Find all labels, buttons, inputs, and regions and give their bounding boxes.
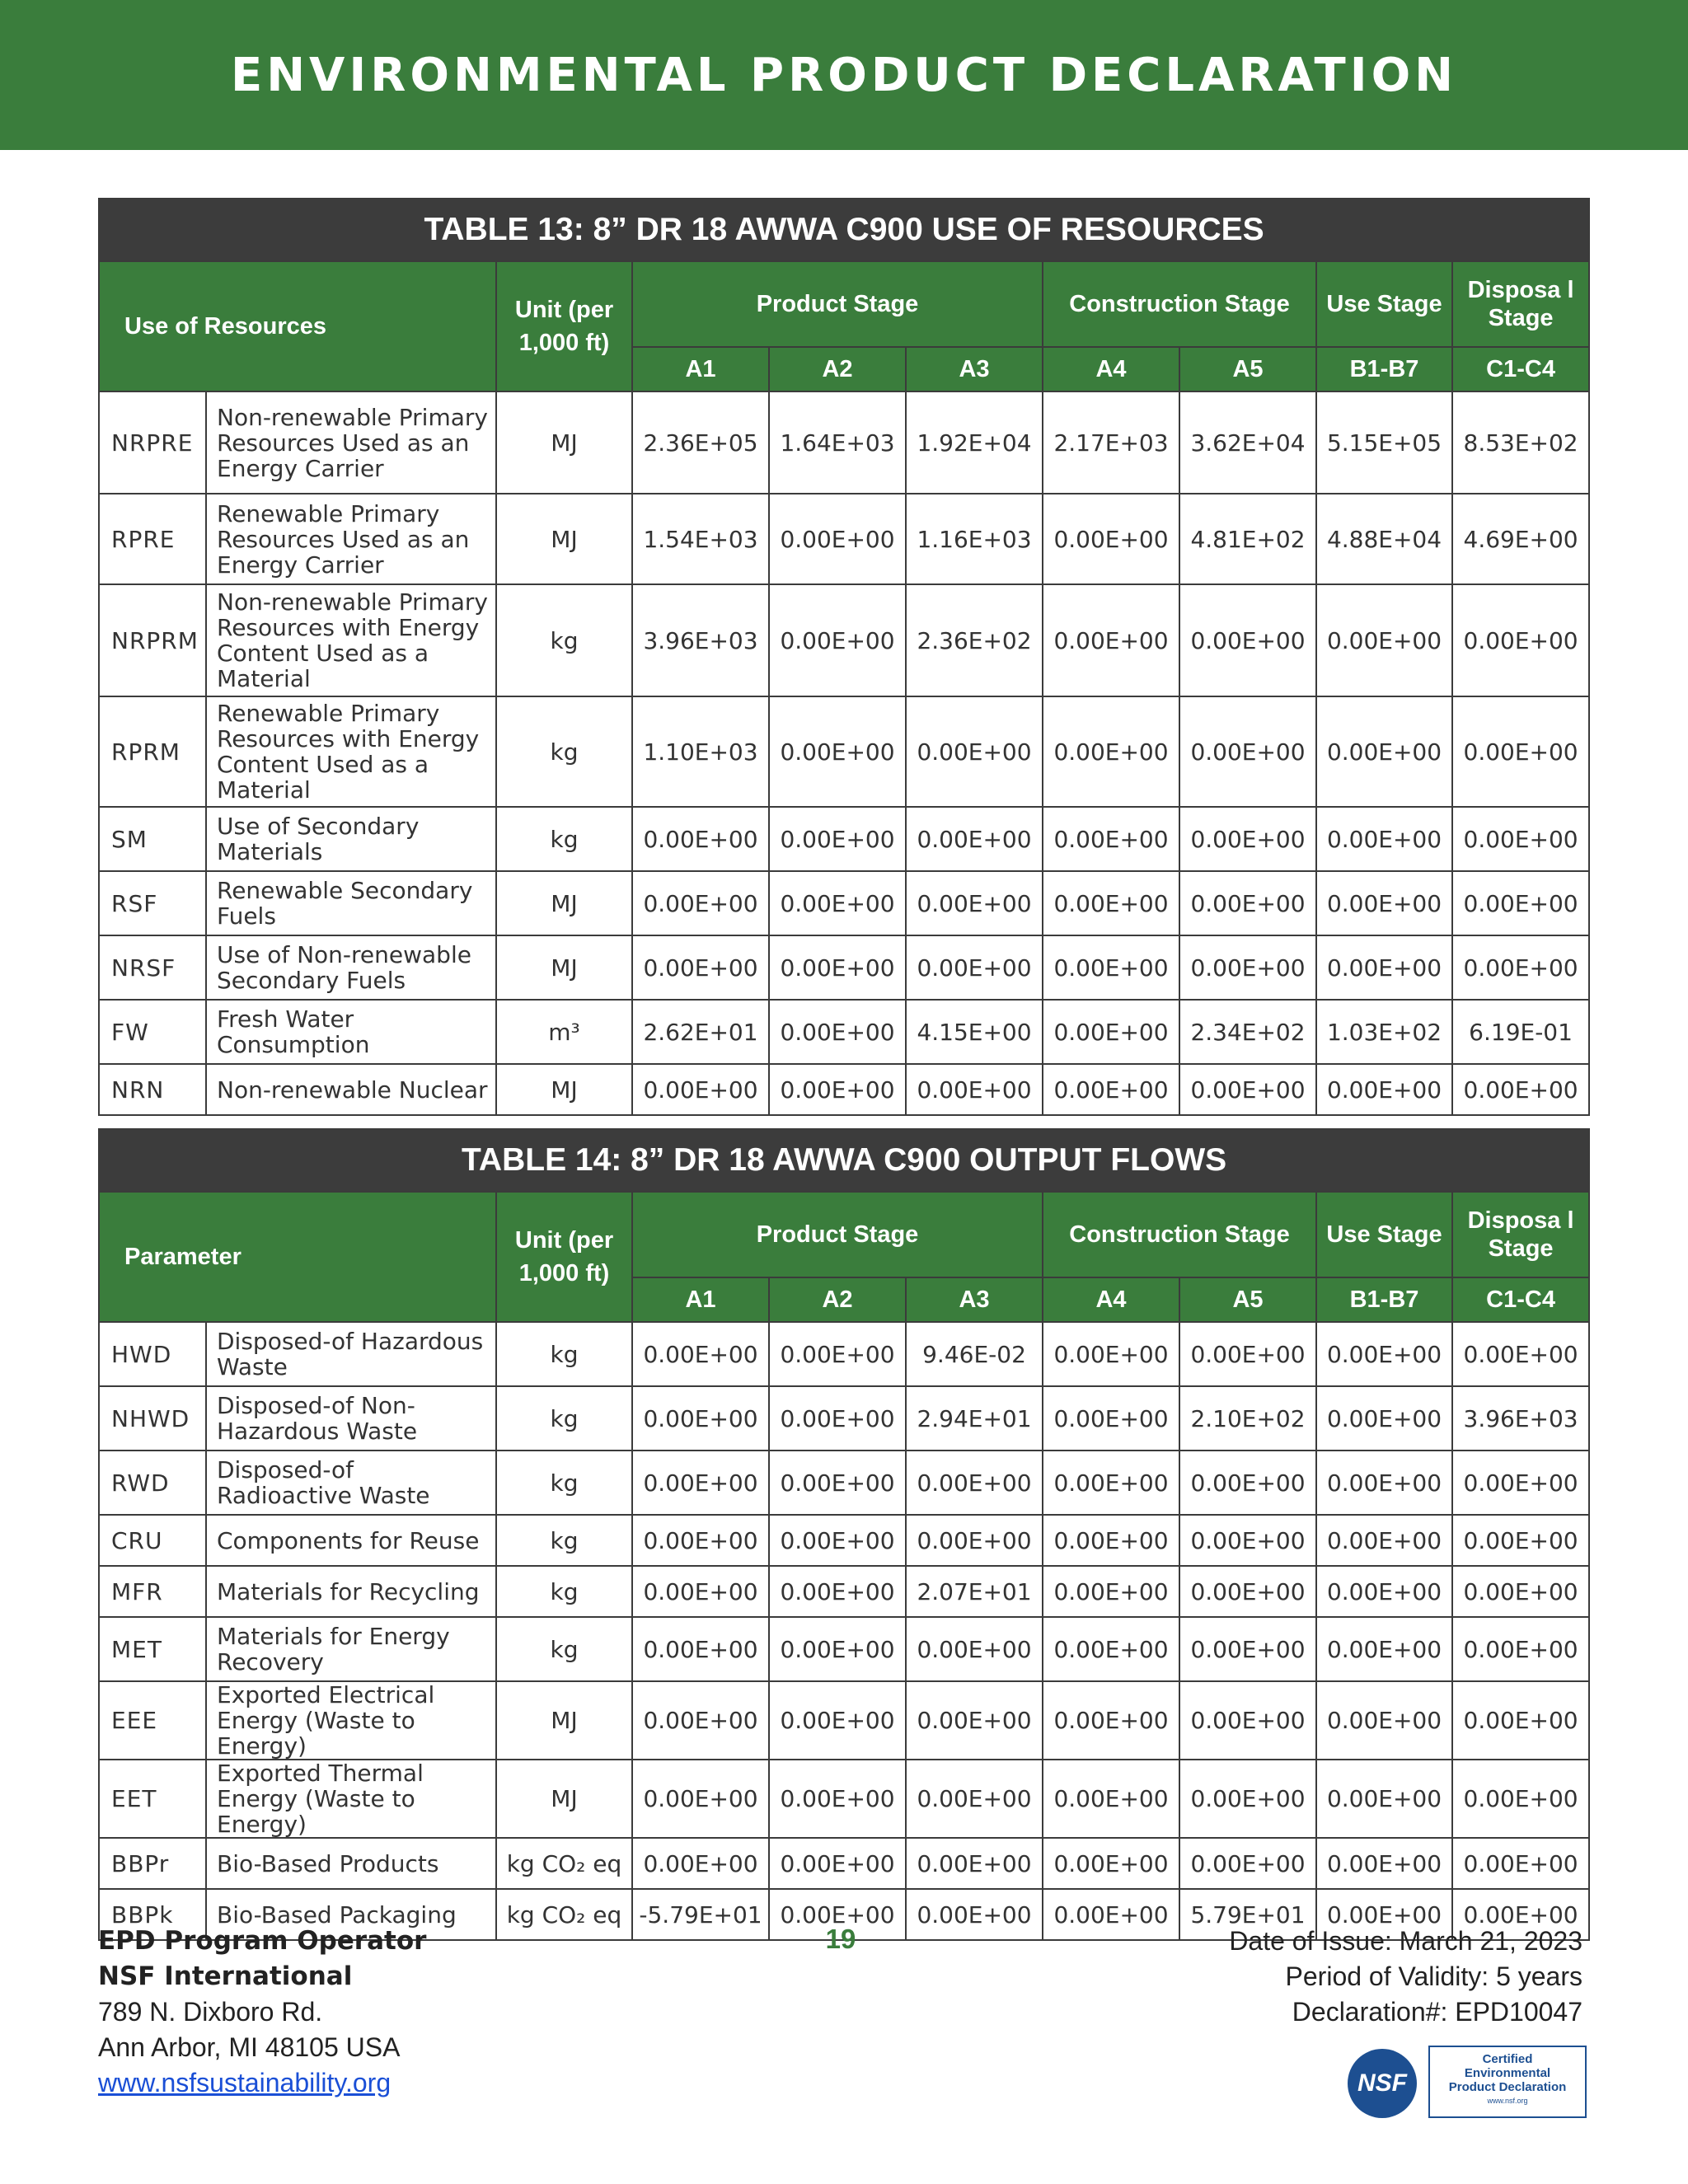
value-cell: 0.00E+00 [1452,1322,1589,1386]
indicator-description: Exported Thermal Energy (Waste to Energy) [206,1760,496,1838]
value-cell: 5.79E+01 [1179,1889,1316,1940]
value-cell: 0.00E+00 [769,1681,906,1760]
value-cell: 2.10E+02 [1179,1386,1316,1451]
indicator-description: Use of Non-renewable Secondary Fuels [206,935,496,1000]
indicator-abbreviation: NRPRM [99,584,206,696]
indicator-unit: MJ [496,494,632,584]
value-cell: 0.00E+00 [1452,1515,1589,1566]
value-cell: 0.00E+00 [769,696,906,807]
value-cell: 2.94E+01 [906,1386,1043,1451]
module-header: A3 [906,1277,1043,1322]
indicator-abbreviation: RSF [99,871,206,935]
value-cell: 4.69E+00 [1452,494,1589,584]
table-row [99,1386,1589,1451]
indicator-abbreviation: HWD [99,1322,206,1386]
indicator-abbreviation: NRSF [99,935,206,1000]
value-cell: 0.00E+00 [906,807,1043,871]
value-cell: 1.64E+03 [769,391,906,494]
page-number: 19 [825,1924,856,1954]
value-cell: 0.00E+00 [1316,1451,1452,1515]
value-cell: 0.00E+00 [1043,1515,1179,1566]
value-cell: 0.00E+00 [1316,871,1452,935]
validity-period: Period of Validity: 5 years [1285,1961,1582,1991]
operator-name: NSF International [98,1961,353,1991]
value-cell: 0.00E+00 [1316,935,1452,1000]
address-line-2: Ann Arbor, MI 48105 USA [98,2032,401,2062]
value-cell: 6.19E-01 [1452,1000,1589,1064]
value-cell: 0.00E+00 [1043,1386,1179,1451]
value-cell: 0.00E+00 [1043,1451,1179,1515]
value-cell: 0.00E+00 [1043,1322,1179,1386]
value-cell: 4.15E+00 [906,1000,1043,1064]
indicator-abbreviation: NRN [99,1064,206,1115]
indicator-description: Fresh Water Consumption [206,1000,496,1064]
operator-label: EPD Program Operator [98,1926,427,1956]
value-cell: 0.00E+00 [769,1838,906,1889]
program-operator-block [98,1924,426,2101]
value-cell: 3.96E+03 [1452,1386,1589,1451]
product-stage-header: Product Stage [632,261,1043,347]
value-cell: 0.00E+00 [1452,696,1589,807]
value-cell: 3.96E+03 [632,584,769,696]
indicator-description: Materials for Recycling [206,1566,496,1617]
table-row [99,1566,1589,1617]
indicator-unit: kg CO₂ eq [496,1889,632,1940]
value-cell: 0.00E+00 [1316,1889,1452,1940]
value-cell: 0.00E+00 [1179,807,1316,871]
value-cell: 0.00E+00 [1043,1566,1179,1617]
indicator-abbreviation: RWD [99,1451,206,1515]
value-cell: 1.16E+03 [906,494,1043,584]
value-cell: 0.00E+00 [632,1322,769,1386]
construction-stage-header: Construction Stage [1043,1192,1316,1277]
badge-line-1: Certified [1482,2052,1533,2066]
value-cell: 0.00E+00 [1179,1322,1316,1386]
value-cell: 0.00E+00 [1043,1617,1179,1681]
value-cell: 0.00E+00 [1316,1681,1452,1760]
value-cell: 4.81E+02 [1179,494,1316,584]
value-cell: 0.00E+00 [769,1451,906,1515]
value-cell: 9.46E-02 [906,1322,1043,1386]
website-link[interactable]: www.nsfsustainability.org [98,2068,392,2097]
indicator-unit: MJ [496,391,632,494]
declaration-number: Declaration#: EPD10047 [1292,1997,1582,2027]
value-cell: 2.62E+01 [632,1000,769,1064]
value-cell: 0.00E+00 [1452,1566,1589,1617]
value-cell: 0.00E+00 [1316,1322,1452,1386]
output-flows-table [98,1128,1590,1941]
value-cell: 0.00E+00 [1452,871,1589,935]
value-cell: 0.00E+00 [632,935,769,1000]
indicator-unit: kg [496,1515,632,1566]
module-header: A1 [632,1277,769,1322]
indicator-unit: kg [496,696,632,807]
declaration-info-block [1229,1924,1582,2030]
module-header: A1 [632,347,769,391]
value-cell: 0.00E+00 [1316,1617,1452,1681]
value-cell: 0.00E+00 [1179,935,1316,1000]
value-cell: 0.00E+00 [906,1838,1043,1889]
value-cell: 0.00E+00 [769,807,906,871]
indicator-abbreviation: EEE [99,1681,206,1760]
value-cell: 0.00E+00 [1316,584,1452,696]
date-of-issue: Date of Issue: March 21, 2023 [1229,1926,1582,1956]
indicator-description: Disposed-of Hazardous Waste [206,1322,496,1386]
table-title: TABLE 14: 8” DR 18 AWWA C900 OUTPUT FLOWS [99,1129,1589,1192]
value-cell: 0.00E+00 [906,1760,1043,1838]
value-cell: 0.00E+00 [1179,1451,1316,1515]
module-header: A2 [769,1277,906,1322]
value-cell: 0.00E+00 [1179,696,1316,807]
indicator-abbreviation: MFR [99,1566,206,1617]
value-cell: 0.00E+00 [1452,1760,1589,1838]
value-cell: 0.00E+00 [1452,1064,1589,1115]
value-cell: 0.00E+00 [906,935,1043,1000]
indicator-unit: kg [496,1451,632,1515]
value-cell: 0.00E+00 [632,1064,769,1115]
value-cell: 0.00E+00 [1043,1760,1179,1838]
value-cell: 0.00E+00 [769,1760,906,1838]
value-cell: 0.00E+00 [1452,1889,1589,1940]
table-row [99,494,1589,584]
table-row [99,935,1589,1000]
value-cell: 0.00E+00 [1179,1617,1316,1681]
value-cell: 0.00E+00 [1316,1064,1452,1115]
indicator-unit: MJ [496,935,632,1000]
value-cell: 0.00E+00 [1316,807,1452,871]
indicator-description: Non-renewable Nuclear [206,1064,496,1115]
value-cell: 0.00E+00 [769,1322,906,1386]
indicator-abbreviation: NHWD [99,1386,206,1451]
module-header: A5 [1179,347,1316,391]
value-cell: 0.00E+00 [632,871,769,935]
value-cell: 0.00E+00 [1316,1760,1452,1838]
value-cell: 0.00E+00 [769,1617,906,1681]
value-cell: 2.34E+02 [1179,1000,1316,1064]
value-cell: 0.00E+00 [1452,807,1589,871]
indicator-abbreviation: BBPk [99,1889,206,1940]
value-cell: 1.10E+03 [632,696,769,807]
value-cell: 0.00E+00 [769,1889,906,1940]
indicator-unit: kg [496,1322,632,1386]
row-header: Parameter [99,1192,496,1322]
table-row [99,807,1589,871]
value-cell: 0.00E+00 [1179,1515,1316,1566]
indicator-description: Exported Electrical Energy (Waste to Energy) [206,1681,496,1760]
value-cell: 0.00E+00 [632,1566,769,1617]
indicator-abbreviation: RPRM [99,696,206,807]
certification-logos [1348,2046,1588,2121]
module-header: A5 [1179,1277,1316,1322]
value-cell: 0.00E+00 [1452,584,1589,696]
value-cell: 0.00E+00 [769,935,906,1000]
value-cell: 0.00E+00 [769,1566,906,1617]
table-row [99,1451,1589,1515]
indicator-unit: kg [496,1386,632,1451]
value-cell: 2.07E+01 [906,1566,1043,1617]
value-cell: 1.54E+03 [632,494,769,584]
certified-epd-badge [1428,2046,1587,2118]
value-cell: 0.00E+00 [632,1838,769,1889]
value-cell: 0.00E+00 [769,1064,906,1115]
table-row [99,1681,1589,1760]
indicator-unit: MJ [496,871,632,935]
badge-url: www.nsf.org [1487,2097,1528,2105]
table-row [99,1322,1589,1386]
indicator-abbreviation: RPRE [99,494,206,584]
value-cell: 0.00E+00 [1179,1681,1316,1760]
product-stage-header: Product Stage [632,1192,1043,1277]
disposal-stage-header: Disposa l Stage [1452,1192,1589,1277]
indicator-abbreviation: FW [99,1000,206,1064]
header-banner [0,0,1688,150]
value-cell: 0.00E+00 [1179,584,1316,696]
value-cell: 0.00E+00 [1043,1064,1179,1115]
value-cell: 0.00E+00 [1179,1064,1316,1115]
table-title: TABLE 13: 8” DR 18 AWWA C900 USE OF RESOURCES [99,199,1589,261]
indicator-description: Non-renewable Primary Resources with Energy Content Used as a Material [206,584,496,696]
indicator-abbreviation: MET [99,1617,206,1681]
indicator-unit: kg CO₂ eq [496,1838,632,1889]
value-cell: 0.00E+00 [1316,1515,1452,1566]
table-row [99,1838,1589,1889]
value-cell: 0.00E+00 [1043,807,1179,871]
indicator-unit: kg [496,1617,632,1681]
table-row [99,584,1589,696]
table-row [99,1617,1589,1681]
indicator-description: Bio-Based Packaging [206,1889,496,1940]
value-cell: 0.00E+00 [906,1451,1043,1515]
indicator-unit: MJ [496,1681,632,1760]
value-cell: 0.00E+00 [632,1451,769,1515]
value-cell: 0.00E+00 [906,696,1043,807]
table-row [99,871,1589,935]
value-cell: 0.00E+00 [769,584,906,696]
value-cell: 4.88E+04 [1316,494,1452,584]
value-cell: 0.00E+00 [632,1386,769,1451]
construction-stage-header: Construction Stage [1043,261,1316,347]
table-row [99,1000,1589,1064]
value-cell: 0.00E+00 [906,1617,1043,1681]
indicator-abbreviation: CRU [99,1515,206,1566]
value-cell: 0.00E+00 [1179,871,1316,935]
table-row [99,391,1589,494]
value-cell: 0.00E+00 [1452,1617,1589,1681]
unit-header: Unit (per 1,000 ft) [496,1192,632,1322]
table-row [99,1760,1589,1838]
indicator-description: Use of Secondary Materials [206,807,496,871]
indicator-unit: kg [496,1566,632,1617]
value-cell: 0.00E+00 [1043,935,1179,1000]
value-cell: 0.00E+00 [1452,1838,1589,1889]
value-cell: 3.62E+04 [1179,391,1316,494]
value-cell: 0.00E+00 [632,1760,769,1838]
disposal-stage-header: Disposa l Stage [1452,261,1589,347]
module-header: C1-C4 [1452,1277,1589,1322]
table-row [99,1515,1589,1566]
module-header: A3 [906,347,1043,391]
value-cell: 5.15E+05 [1316,391,1452,494]
use-stage-header: Use Stage [1316,261,1452,347]
value-cell: 1.92E+04 [906,391,1043,494]
use-stage-header: Use Stage [1316,1192,1452,1277]
value-cell: 0.00E+00 [1043,871,1179,935]
value-cell: 0.00E+00 [769,1000,906,1064]
indicator-unit: MJ [496,1064,632,1115]
address-line-1: 789 N. Dixboro Rd. [98,1997,323,2027]
module-header: A4 [1043,1277,1179,1322]
indicator-abbreviation: EET [99,1760,206,1838]
value-cell: 0.00E+00 [1316,696,1452,807]
indicator-unit: m³ [496,1000,632,1064]
value-cell: 0.00E+00 [1179,1838,1316,1889]
indicator-description: Components for Reuse [206,1515,496,1566]
value-cell: 0.00E+00 [632,1681,769,1760]
use-of-resources-table [98,198,1590,1116]
module-header: A4 [1043,347,1179,391]
value-cell: 0.00E+00 [632,1617,769,1681]
value-cell: 0.00E+00 [1452,1451,1589,1515]
indicator-description: Materials for Energy Recovery [206,1617,496,1681]
value-cell: 0.00E+00 [1316,1838,1452,1889]
table-row [99,1064,1589,1115]
value-cell: -5.79E+01 [632,1889,769,1940]
indicator-unit: kg [496,807,632,871]
module-header: B1-B7 [1316,347,1452,391]
value-cell: 0.00E+00 [1043,494,1179,584]
indicator-description: Disposed-of Non-Hazardous Waste [206,1386,496,1451]
table-row [99,696,1589,807]
indicator-abbreviation: SM [99,807,206,871]
value-cell: 0.00E+00 [1043,584,1179,696]
value-cell: 0.00E+00 [1316,1386,1452,1451]
value-cell: 0.00E+00 [1043,1889,1179,1940]
value-cell: 0.00E+00 [1179,1566,1316,1617]
value-cell: 0.00E+00 [632,807,769,871]
page-title: ENVIRONMENTAL PRODUCT DECLARATION [230,48,1458,102]
indicator-description: Renewable Primary Resources Used as an Energy Carrier [206,494,496,584]
indicator-unit: MJ [496,1760,632,1838]
value-cell: 0.00E+00 [906,1681,1043,1760]
value-cell: 0.00E+00 [1316,1566,1452,1617]
indicator-unit: kg [496,584,632,696]
value-cell: 0.00E+00 [1043,1000,1179,1064]
value-cell: 0.00E+00 [1452,935,1589,1000]
module-header: A2 [769,347,906,391]
indicator-abbreviation: BBPr [99,1838,206,1889]
value-cell: 2.36E+02 [906,584,1043,696]
value-cell: 0.00E+00 [632,1515,769,1566]
value-cell: 0.00E+00 [769,494,906,584]
value-cell: 2.36E+05 [632,391,769,494]
row-header: Use of Resources [99,261,496,391]
indicator-description: Disposed-of Radioactive Waste [206,1451,496,1515]
value-cell: 0.00E+00 [906,1515,1043,1566]
value-cell: 0.00E+00 [1043,1681,1179,1760]
value-cell: 0.00E+00 [906,1889,1043,1940]
indicator-abbreviation: NRPRE [99,391,206,494]
value-cell: 0.00E+00 [1043,696,1179,807]
value-cell: 0.00E+00 [906,1064,1043,1115]
unit-header: Unit (per 1,000 ft) [496,261,632,391]
indicator-description: Non-renewable Primary Resources Used as an Energy Carrier [206,391,496,494]
badge-line-3: Product Declaration [1448,2080,1567,2094]
indicator-description: Renewable Secondary Fuels [206,871,496,935]
module-header: C1-C4 [1452,347,1589,391]
value-cell: 0.00E+00 [1452,1681,1589,1760]
nsf-logo: NSF [1348,2049,1417,2118]
value-cell: 0.00E+00 [769,1515,906,1566]
value-cell: 0.00E+00 [769,871,906,935]
value-cell: 0.00E+00 [906,871,1043,935]
value-cell: 0.00E+00 [1043,1838,1179,1889]
value-cell: 1.03E+02 [1316,1000,1452,1064]
value-cell: 8.53E+02 [1452,391,1589,494]
indicator-description: Bio-Based Products [206,1838,496,1889]
badge-line-2: Environmental [1464,2066,1551,2080]
module-header: B1-B7 [1316,1277,1452,1322]
value-cell: 0.00E+00 [769,1386,906,1451]
value-cell: 0.00E+00 [1179,1760,1316,1838]
value-cell: 2.17E+03 [1043,391,1179,494]
indicator-description: Renewable Primary Resources with Energy Content Used as a Material [206,696,496,807]
